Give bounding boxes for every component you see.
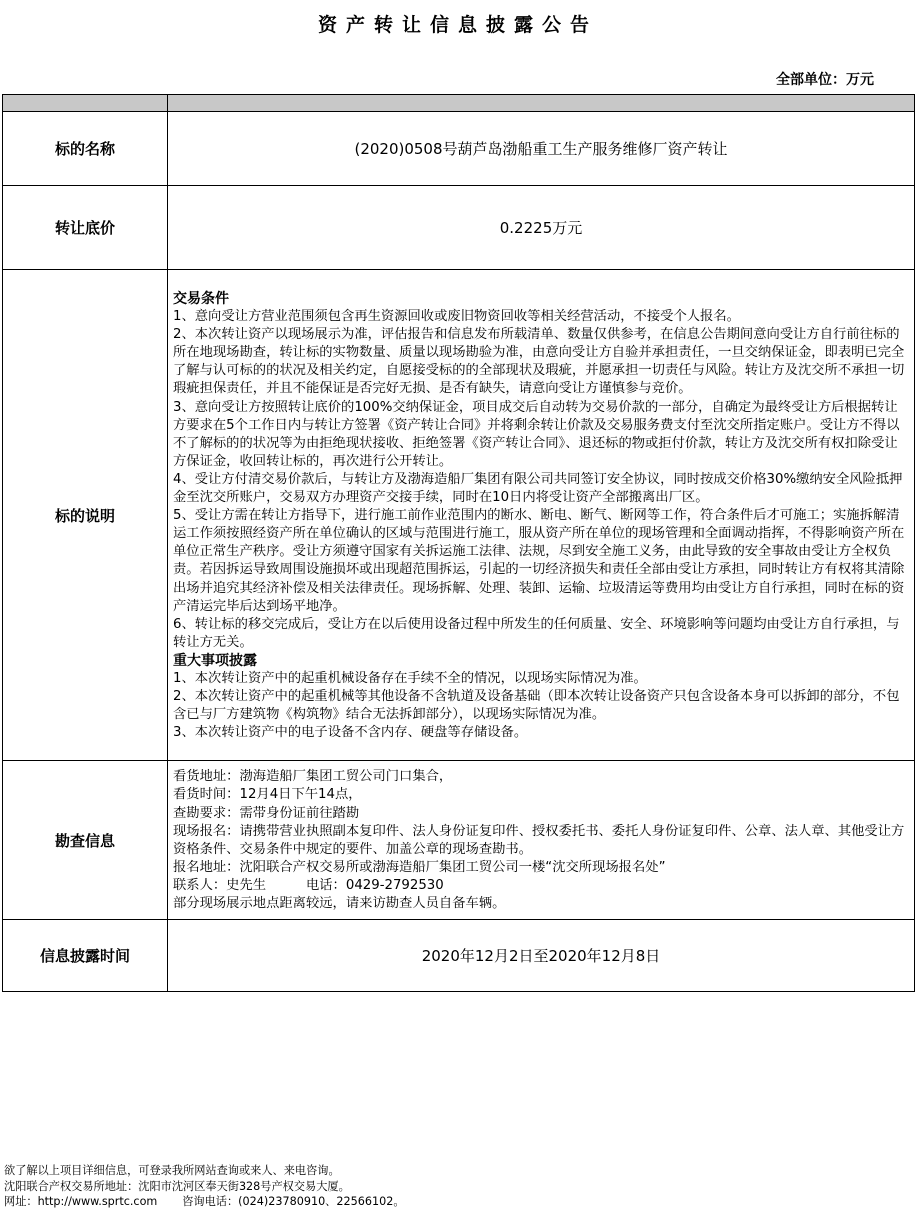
inspection-line: 查勘要求：需带身份证前往踏勘 bbox=[173, 805, 360, 821]
footer-notes bbox=[4, 1163, 405, 1210]
subject-name-value: (2020)0508号葫芦岛渤船重工生产服务维修厂资产转让 bbox=[168, 112, 915, 186]
subject-name-label: 标的名称 bbox=[3, 112, 168, 186]
description-content bbox=[168, 270, 915, 761]
footer-line: 欲了解以上项目详细信息，可登录我所网站查询或来人、来电咨询。 bbox=[4, 1164, 340, 1177]
trade-condition-item: 4、受让方付清交易价款后，与转让方及渤海造船厂集团有限公司共同签订安全协议，同时按成交价格30%缴纳安全风险抵押金至沈交所账户，交易双方办理资产交接手续，同时在10日内将受让资产全部搬离出厂区。 bbox=[173, 471, 903, 506]
reserve-price-value: 0.2225万元 bbox=[168, 186, 915, 270]
header-cell-left bbox=[3, 95, 168, 112]
page-title: 资产转让信息披露公告 bbox=[317, 14, 598, 36]
inspection-line: 部分现场展示地点距离较远，请来访勘查人员自备车辆。 bbox=[173, 896, 506, 911]
description-label: 标的说明 bbox=[3, 270, 168, 761]
disclosure-time-value: 2020年12月2日至2020年12月8日 bbox=[168, 920, 915, 992]
inspection-line: 联系人：史先生 电话：0429-2792530 bbox=[173, 877, 444, 893]
inspection-label: 勘查信息 bbox=[3, 761, 168, 920]
trade-condition-item: 3、意向受让方按照转让底价的100%交纳保证金，项目成交后自动转为交易价款的一部分，自确定为最终受让方后根据转让方要求在5个工作日内与转让方签署《资产转让合同》并将剩余转让价款及交易服务费支付至沈交所指定账户。受让方不得以不了解标的的状况等为由拒绝现状接收、拒绝签署《资产转让合同》、退还标的物或拒付价款，转让方及沈交所有权扣除受让方保证金，收回转让标的，再次进行公开转让。 bbox=[173, 399, 900, 469]
trade-condition-item: 2、本次转让资产以现场展示为准，评估报告和信息发布所载清单、数量仅供参考，在信息公告期间意向受让方自行前往标的所在地现场勘查，转让标的实物数量、质量以现场勘验为准，由意向受让方自验并承担责任，一旦交纳保证金，即表明已完全了解与认可标的的状况及相关约定，自愿接受标的的全部现状及瑕疵，并愿承担一切责任与风险。转让方及沈交所不承担一切瑕疵担保责任，并且不能保证是否完好无损、是否有缺失，请意向受让方谨慎参与竞价。 bbox=[173, 327, 905, 397]
major-matters-heading: 重大事项披露 bbox=[173, 652, 257, 669]
header-cell-right bbox=[168, 95, 915, 112]
unit-note: 全部单位：万元 bbox=[776, 72, 874, 88]
row-description bbox=[3, 270, 915, 761]
disclosure-time-label: 信息披露时间 bbox=[3, 920, 168, 992]
footer-line: 沈阳联合产权交易所地址：沈阳市沈河区奉天街328号产权交易大厦。 bbox=[4, 1179, 350, 1193]
trade-condition-item: 6、转让标的移交完成后，受让方在以后使用设备过程中所发生的任何质量、安全、环境影响等问题均由受让方自行承担，与转让方无关。 bbox=[173, 616, 900, 650]
inspection-line: 看货时间：12月4日下午14点， bbox=[173, 787, 362, 803]
reserve-price-label: 转让底价 bbox=[3, 186, 168, 270]
row-disclosure-time bbox=[3, 920, 915, 992]
table-header-row bbox=[3, 95, 915, 112]
trade-conditions-heading: 交易条件 bbox=[173, 291, 229, 307]
row-inspection bbox=[3, 761, 915, 920]
row-reserve-price bbox=[3, 186, 915, 270]
footer-line: 网址：http://www.sprtc.com 咨询电话：(024)23780910、22566102。 bbox=[4, 1195, 405, 1208]
inspection-line: 报名地址：沈阳联合产权交易所或渤海造船厂集团工贸公司一楼“沈交所现场报名处” bbox=[173, 859, 666, 875]
inspection-content bbox=[168, 761, 915, 920]
major-matter-item: 1、本次转让资产中的起重机械设备存在手续不全的情况，以现场实际情况为准。 bbox=[173, 670, 647, 686]
trade-condition-item: 1、意向受让方营业范围须包含再生资源回收或废旧物资回收等相关经营活动，不接受个人报名。 bbox=[173, 309, 740, 325]
row-subject-name bbox=[3, 112, 915, 186]
major-matter-item: 2、本次转让资产中的起重机械等其他设备不含轨道及设备基础（即本次转让设备资产只包含设备本身可以拆卸的部分，不包含已与厂方建筑物《构筑物》结合无法拆卸部分），以现场实际情况为准。 bbox=[173, 689, 900, 723]
inspection-line: 现场报名：请携带营业执照副本复印件、法人身份证复印件、授权委托书、委托人身份证复印件、公章、法人章、其他受让方资格条件、交易条件中规定的要件、加盖公章的现场查勘书。 bbox=[173, 823, 905, 857]
disclosure-table bbox=[2, 94, 915, 992]
major-matter-item: 3、本次转让资产中的电子设备不含内存、硬盘等存储设备。 bbox=[173, 725, 528, 741]
inspection-line: 看货地址：渤海造船厂集团工贸公司门口集合， bbox=[173, 769, 453, 785]
trade-condition-item: 5、受让方需在转让方指导下，进行施工前作业范围内的断水、断电、断气、断网等工作，符合条件后才可施工；实施拆解清运工作须按照经资产所在单位确认的区域与范围进行施工，服从资产所在单位的现场管理和全面调动指挥，不得影响资产所在单位正常生产秩序。受让方须遵守国家有关拆运施工法律、法规，尽到安全施工义务，由此导致的安全事故由受让方全权负责。若因拆运导致周围设施损坏或出现超范围拆运，引起的一切经济损失和责任全部由受让方承担，同时转让方有权将其清除出场并追究其经济补偿及相关法律责任。现场拆解、处理、装卸、运输、垃圾清运等费用均由受让方自行承担，同时在标的资产清运完毕后达到场平地净。 bbox=[173, 508, 905, 614]
